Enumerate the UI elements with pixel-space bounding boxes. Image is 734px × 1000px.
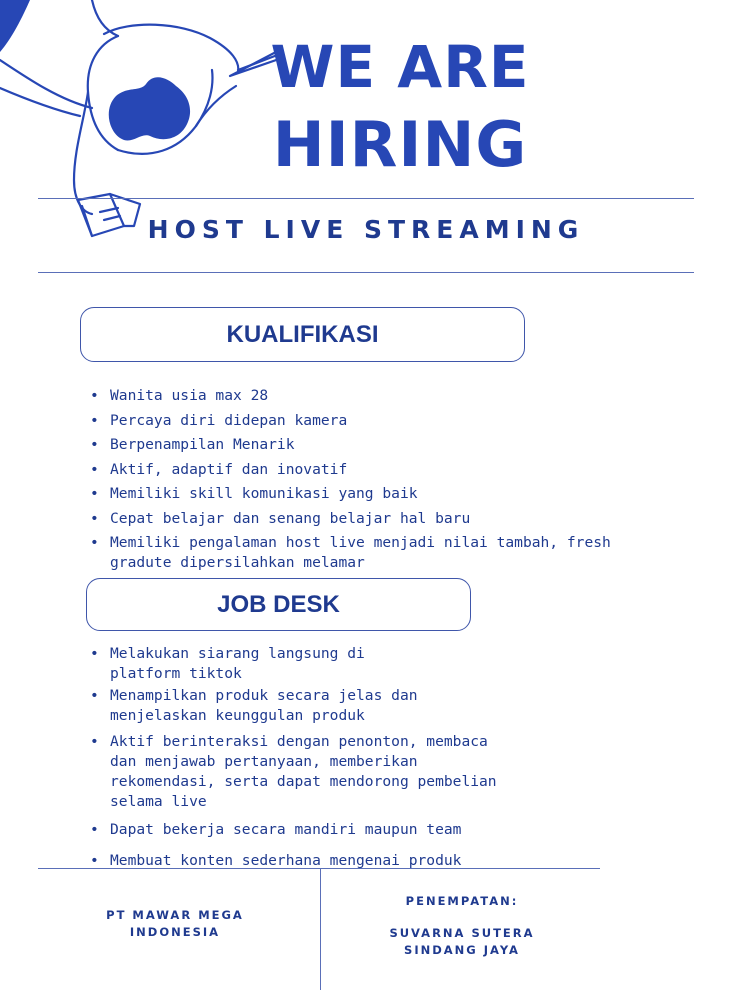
- location-line2: SINDANG JAYA: [404, 943, 520, 957]
- job-desk-heading: [86, 578, 471, 631]
- list-item: • Membuat konten sederhana mengenai produk: [90, 851, 690, 871]
- position-title: HOST LIVE STREAMING: [147, 215, 585, 244]
- job-desk-list: [90, 644, 690, 871]
- qualifications-heading-label: KUALIFIKASI: [226, 320, 379, 348]
- list-item: • Memiliki pengalaman host live menjadi nilai tambah, fresh gradute dipersilahkan melamar: [90, 533, 630, 573]
- list-item: • Wanita usia max 28: [90, 386, 690, 406]
- qualifications-heading: [80, 307, 525, 362]
- placement-label: PENEMPATAN:: [405, 894, 519, 908]
- job-desk-heading-label: JOB DESK: [217, 590, 340, 618]
- list-item: • Menampilkan produk secara jelas dan menjelaskan keunggulan produk: [90, 686, 420, 726]
- divider-footer: [38, 868, 600, 869]
- dark-corner-shape: [0, 0, 30, 52]
- location-line1: SUVARNA SUTERA: [389, 926, 535, 940]
- list-item: • Cepat belajar dan senang belajar hal baru: [90, 509, 690, 529]
- company-name-line1: PT MAWAR MEGA: [106, 908, 244, 922]
- company-name: [90, 907, 260, 941]
- list-item: • Aktif berinteraksi dengan penonton, membaca dan menjawab pertanyaan, memberikan rekomendasi, serta dapat mendorong pembelian selama live: [90, 732, 520, 812]
- headline-hiring: HIRING: [272, 108, 528, 181]
- list-item: • Melakukan siarang langsung di platform tiktok: [90, 644, 420, 684]
- list-item: • Dapat bekerja secara mandiri maupun team: [90, 820, 690, 840]
- list-item: • Aktif, adaptif dan inovatif: [90, 460, 690, 480]
- list-item: • Berpenampilan Menarik: [90, 435, 690, 455]
- list-item: • Percaya diri didepan kamera: [90, 411, 690, 431]
- footer-vertical-divider: [320, 868, 321, 990]
- placement-location: [372, 925, 552, 959]
- company-name-line2: INDONESIA: [129, 925, 221, 939]
- qualifications-list: [90, 386, 690, 578]
- globe-continent-shape: [109, 77, 190, 140]
- divider-top: [38, 198, 694, 199]
- list-item: • Memiliki skill komunikasi yang baik: [90, 484, 690, 504]
- headline-we-are: WE ARE: [270, 33, 530, 101]
- divider-below-position: [38, 272, 694, 273]
